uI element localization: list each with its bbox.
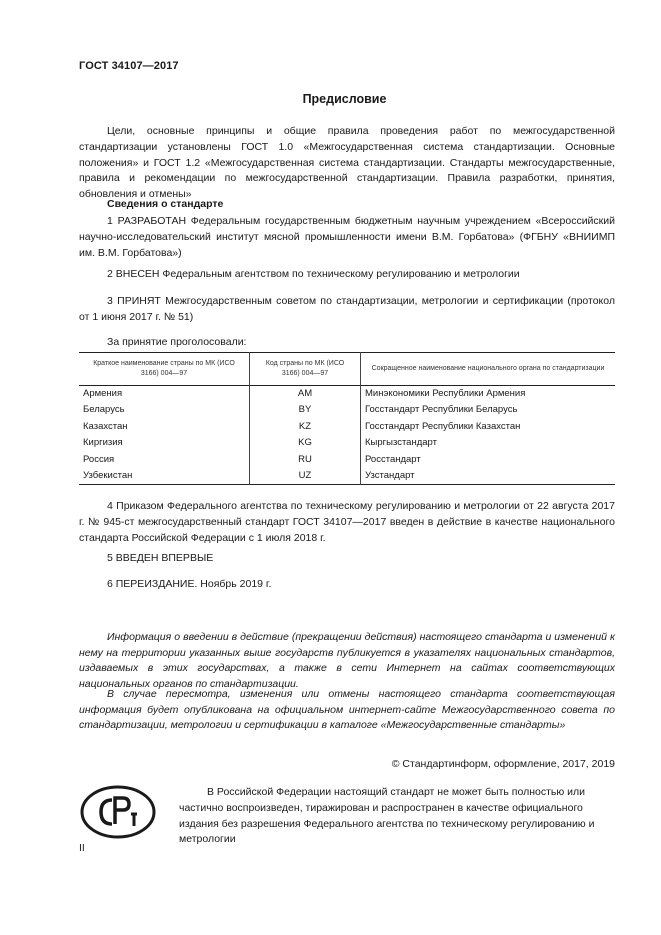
- copyright: © Стандартинформ, оформление, 2017, 2019: [391, 758, 615, 770]
- table-cell-country: Узбекистан: [79, 468, 250, 485]
- item-1: [79, 214, 615, 261]
- item-2-text: 2 ВНЕСЕН Федеральным агентством по техническому регулированию и метрологии: [107, 268, 520, 280]
- table-cell-country: Россия: [79, 452, 250, 468]
- table-header-code: Код страны по МК (ИСО 3166) 004—97: [250, 353, 361, 386]
- item-5-text: 5 ВВЕДЕН ВПЕРВЫЕ: [107, 552, 214, 564]
- table-header-row: [79, 353, 615, 386]
- info-text-2: В случае пересмотра, изменения или отмены настоящего стандарта соответствующая информация будет опубликована на официальном интернет-сайте Межгосударственного совета по стандартизации, метрологии и сертификации в каталоге «Межгосударственные стандарты»: [79, 688, 615, 732]
- item-2: [79, 267, 615, 283]
- document-header: ГОСТ 34107—2017: [79, 60, 179, 72]
- item-4-text: 4 Приказом Федерального агентства по техническому регулированию и метрологии от 22 августа 2017 г. № 945-ст межгосударственный стандарт ГОСТ 34107—2017 введен в действие в качестве национального стандарта Российской Федерации с 1 июля 2018 г.: [79, 500, 615, 544]
- table-row: [79, 419, 615, 435]
- rst-certification-mark-icon: [79, 784, 157, 845]
- table-row: [79, 435, 615, 451]
- table-cell-code: AM: [250, 386, 361, 403]
- rf-note-text: В Российской Федерации настоящий стандарт не может быть полностью или частично воспроизведен, тиражирован и распространен в качестве официального издания без разрешения Федерального агентства по техническому регулированию и метрологии: [179, 786, 595, 846]
- intro-text: Цели, основные принципы и общие правила проведения работ по межгосударственной стандартизации установлены ГОСТ 1.0 «Межгосударственная система стандартизации. Основные положения» и ГОСТ 1.2 «Межгосударственная система стандартизации. Стандарты межгосударственные, правила и рекомендации по межгосударственной стандартизации. Правила разработки, принятия, обновления и отмены»: [79, 125, 615, 201]
- table-row: [79, 386, 615, 403]
- info-paragraph-1: [79, 630, 615, 692]
- table-cell-code: RU: [250, 452, 361, 468]
- page-number: II: [79, 842, 85, 854]
- section-title: Сведения о стандарте: [107, 198, 224, 210]
- voted-label: За принятие проголосовали:: [107, 336, 247, 348]
- table-cell-body: Минэкономики Республики Армения: [365, 388, 526, 399]
- table-cell-country: Киргизия: [79, 435, 250, 451]
- table-cell-country: Армения: [79, 386, 250, 403]
- item-3: [79, 294, 615, 326]
- item-6: [79, 577, 615, 593]
- table-cell-body: Госстандарт Республики Беларусь: [365, 404, 518, 416]
- intro-paragraph: [79, 124, 615, 203]
- table-row: [79, 402, 615, 418]
- table-cell-body: Узстандарт: [365, 470, 415, 482]
- table-cell-body: Росстандарт: [365, 453, 421, 465]
- item-6-text: 6 ПЕРЕИЗДАНИЕ. Ноябрь 2019 г.: [107, 578, 272, 590]
- countries-table: [79, 352, 615, 485]
- table-row: [79, 468, 615, 485]
- voted-label-line: [79, 335, 615, 351]
- table-cell-body: Госстандарт Республики Казахстан: [365, 420, 521, 432]
- table-cell-country: Беларусь: [79, 402, 250, 418]
- table-header-country: Краткое наименование страны по МК (ИСО 3166) 004—97: [79, 353, 250, 386]
- table-cell-code: BY: [250, 402, 361, 418]
- table-cell-country: Казахстан: [79, 419, 250, 435]
- table-cell-code: KG: [250, 435, 361, 451]
- table-row: [79, 452, 615, 468]
- item-1-text: 1 РАЗРАБОТАН Федеральным государственным бюджетным научным учреждением «Всероссийский научно-исследовательский институт мясной промышленности имени В.М. Горбатова» (ФГБНУ «ВНИИМП им. В.М. Горбатова»): [79, 215, 615, 259]
- table-cell-body: Кыргызстандарт: [365, 437, 437, 449]
- rf-copyright-note: [179, 785, 615, 848]
- table-cell-code: KZ: [250, 419, 361, 435]
- item-5: [79, 551, 615, 567]
- page-title: Предисловие: [302, 92, 387, 106]
- table-header-body: Сокращенное наименование национального органа по стандартизации: [371, 365, 605, 372]
- table-cell-code: UZ: [250, 468, 361, 485]
- item-4: [79, 499, 615, 546]
- item-3-text: 3 ПРИНЯТ Межгосударственным советом по стандартизации, метрологии и сертификации (протокол от 1 июня 2017 г. № 51): [79, 295, 615, 323]
- info-paragraph-2: [79, 687, 615, 734]
- info-text-1: Информация о введении в действие (прекращении действия) настоящего стандарта и изменений к нему на территории указанных выше государств публикуется в указателях национальных стандартов, издаваемых в этих государствах, а также в сети Интернет на сайтах соответствующих национальных органов по стандартизации.: [79, 631, 615, 690]
